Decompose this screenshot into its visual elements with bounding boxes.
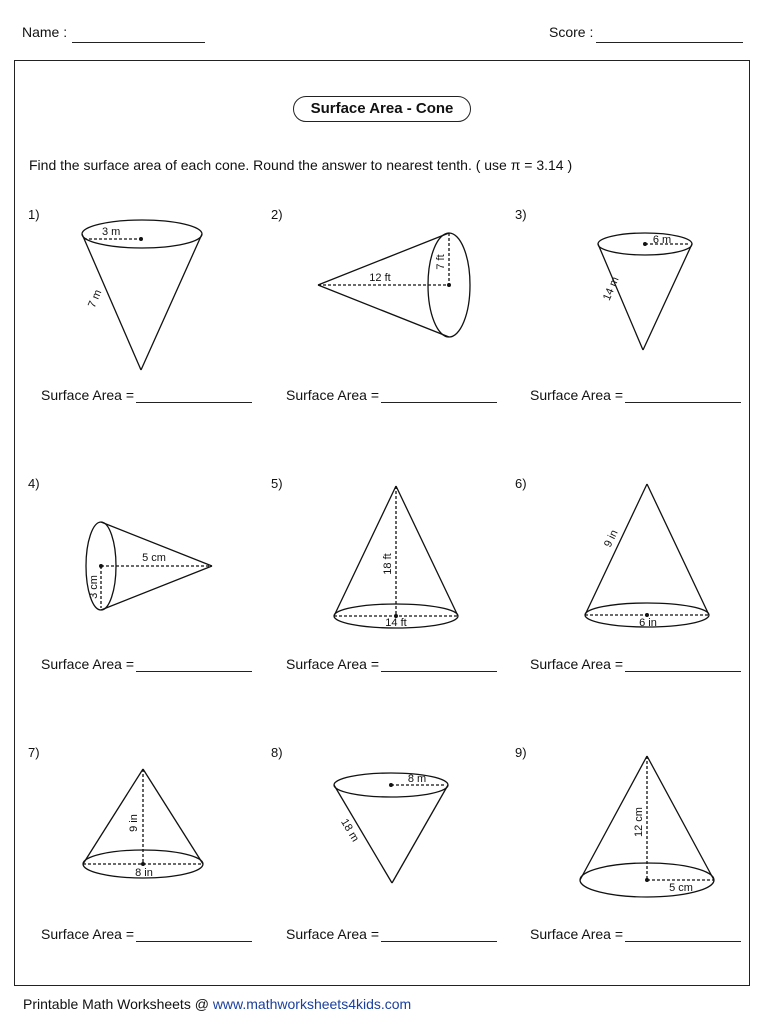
answer-field-4[interactable] xyxy=(136,659,252,672)
dim-radius-4: 3 cm xyxy=(88,575,100,599)
answer-label: Surface Area = xyxy=(286,387,380,403)
problem-number-4: 4) xyxy=(28,476,40,491)
footer-text: Printable Math Worksheets @ xyxy=(23,996,213,1012)
answer-field-8[interactable] xyxy=(381,929,497,942)
dim-slant-3: 14 m xyxy=(600,275,622,303)
instructions-text: Find the surface area of each cone. Round the answer to nearest tenth. ( use π = 3.14 ) xyxy=(29,157,573,173)
answer-label: Surface Area = xyxy=(41,926,135,942)
dim-slant-1: 7 m xyxy=(86,288,105,310)
problem-number-6: 6) xyxy=(515,476,527,491)
problem-number-2: 2) xyxy=(271,207,283,222)
dim-radius-8: 8 m xyxy=(407,773,427,785)
dim-height-5: 18 ft xyxy=(382,553,394,575)
dim-height-4: 5 cm xyxy=(142,552,166,564)
answer-row-6 xyxy=(530,656,741,672)
cone-figure-7 xyxy=(83,769,203,878)
answer-row-7 xyxy=(41,926,252,942)
answer-field-2[interactable] xyxy=(381,390,497,403)
dim-height-9: 12 cm xyxy=(633,807,645,837)
answer-field-6[interactable] xyxy=(625,659,741,672)
answer-field-7[interactable] xyxy=(136,929,252,942)
cone-figure-5 xyxy=(334,486,458,628)
cone-figure-9 xyxy=(580,756,714,897)
answer-label: Surface Area = xyxy=(530,387,624,403)
dim-slant-6: 9 in xyxy=(602,528,621,550)
answer-row-2 xyxy=(286,387,497,403)
worksheet-title: Surface Area - Cone xyxy=(293,96,471,122)
problem-number-7: 7) xyxy=(28,745,40,760)
problem-number-3: 3) xyxy=(515,207,527,222)
answer-row-5 xyxy=(286,656,497,672)
answer-field-5[interactable] xyxy=(381,659,497,672)
problem-number-5: 5) xyxy=(271,476,283,491)
dim-diameter-6: 6 in xyxy=(639,617,657,629)
answer-row-9 xyxy=(530,926,741,942)
problem-number-8: 8) xyxy=(271,745,283,760)
answer-row-3 xyxy=(530,387,741,403)
dim-radius-3: 6 m xyxy=(652,234,672,246)
footer xyxy=(23,996,411,1012)
problem-number-1: 1) xyxy=(28,207,40,222)
dim-diameter-7: 8 in xyxy=(135,867,153,879)
answer-field-3[interactable] xyxy=(625,390,741,403)
answer-label: Surface Area = xyxy=(286,656,380,672)
answer-label: Surface Area = xyxy=(530,656,624,672)
dim-diameter-5: 14 ft xyxy=(385,617,407,629)
answer-row-4 xyxy=(41,656,252,672)
answer-label: Surface Area = xyxy=(530,926,624,942)
footer-link[interactable]: www.mathworksheets4kids.com xyxy=(212,996,412,1012)
dim-height-2: 12 ft xyxy=(369,272,391,284)
dim-radius-2: 7 ft xyxy=(435,254,447,270)
dim-height-7: 9 in xyxy=(128,814,140,832)
answer-field-9[interactable] xyxy=(625,929,741,942)
dim-radius-9: 5 cm xyxy=(669,882,693,894)
answer-row-8 xyxy=(286,926,497,942)
name-label: Name : xyxy=(22,24,68,40)
answer-field-1[interactable] xyxy=(136,390,252,403)
answer-label: Surface Area = xyxy=(286,926,380,942)
dim-radius-1: 3 m xyxy=(102,226,121,238)
score-label: Score : xyxy=(549,24,594,40)
problem-number-9: 9) xyxy=(515,745,527,760)
answer-row-1 xyxy=(41,387,252,403)
cone-figure-6 xyxy=(585,484,709,627)
cone-figure-4 xyxy=(86,522,212,610)
answer-label: Surface Area = xyxy=(41,387,135,403)
answer-label: Surface Area = xyxy=(41,656,135,672)
dim-slant-8: 18 m xyxy=(338,816,362,845)
